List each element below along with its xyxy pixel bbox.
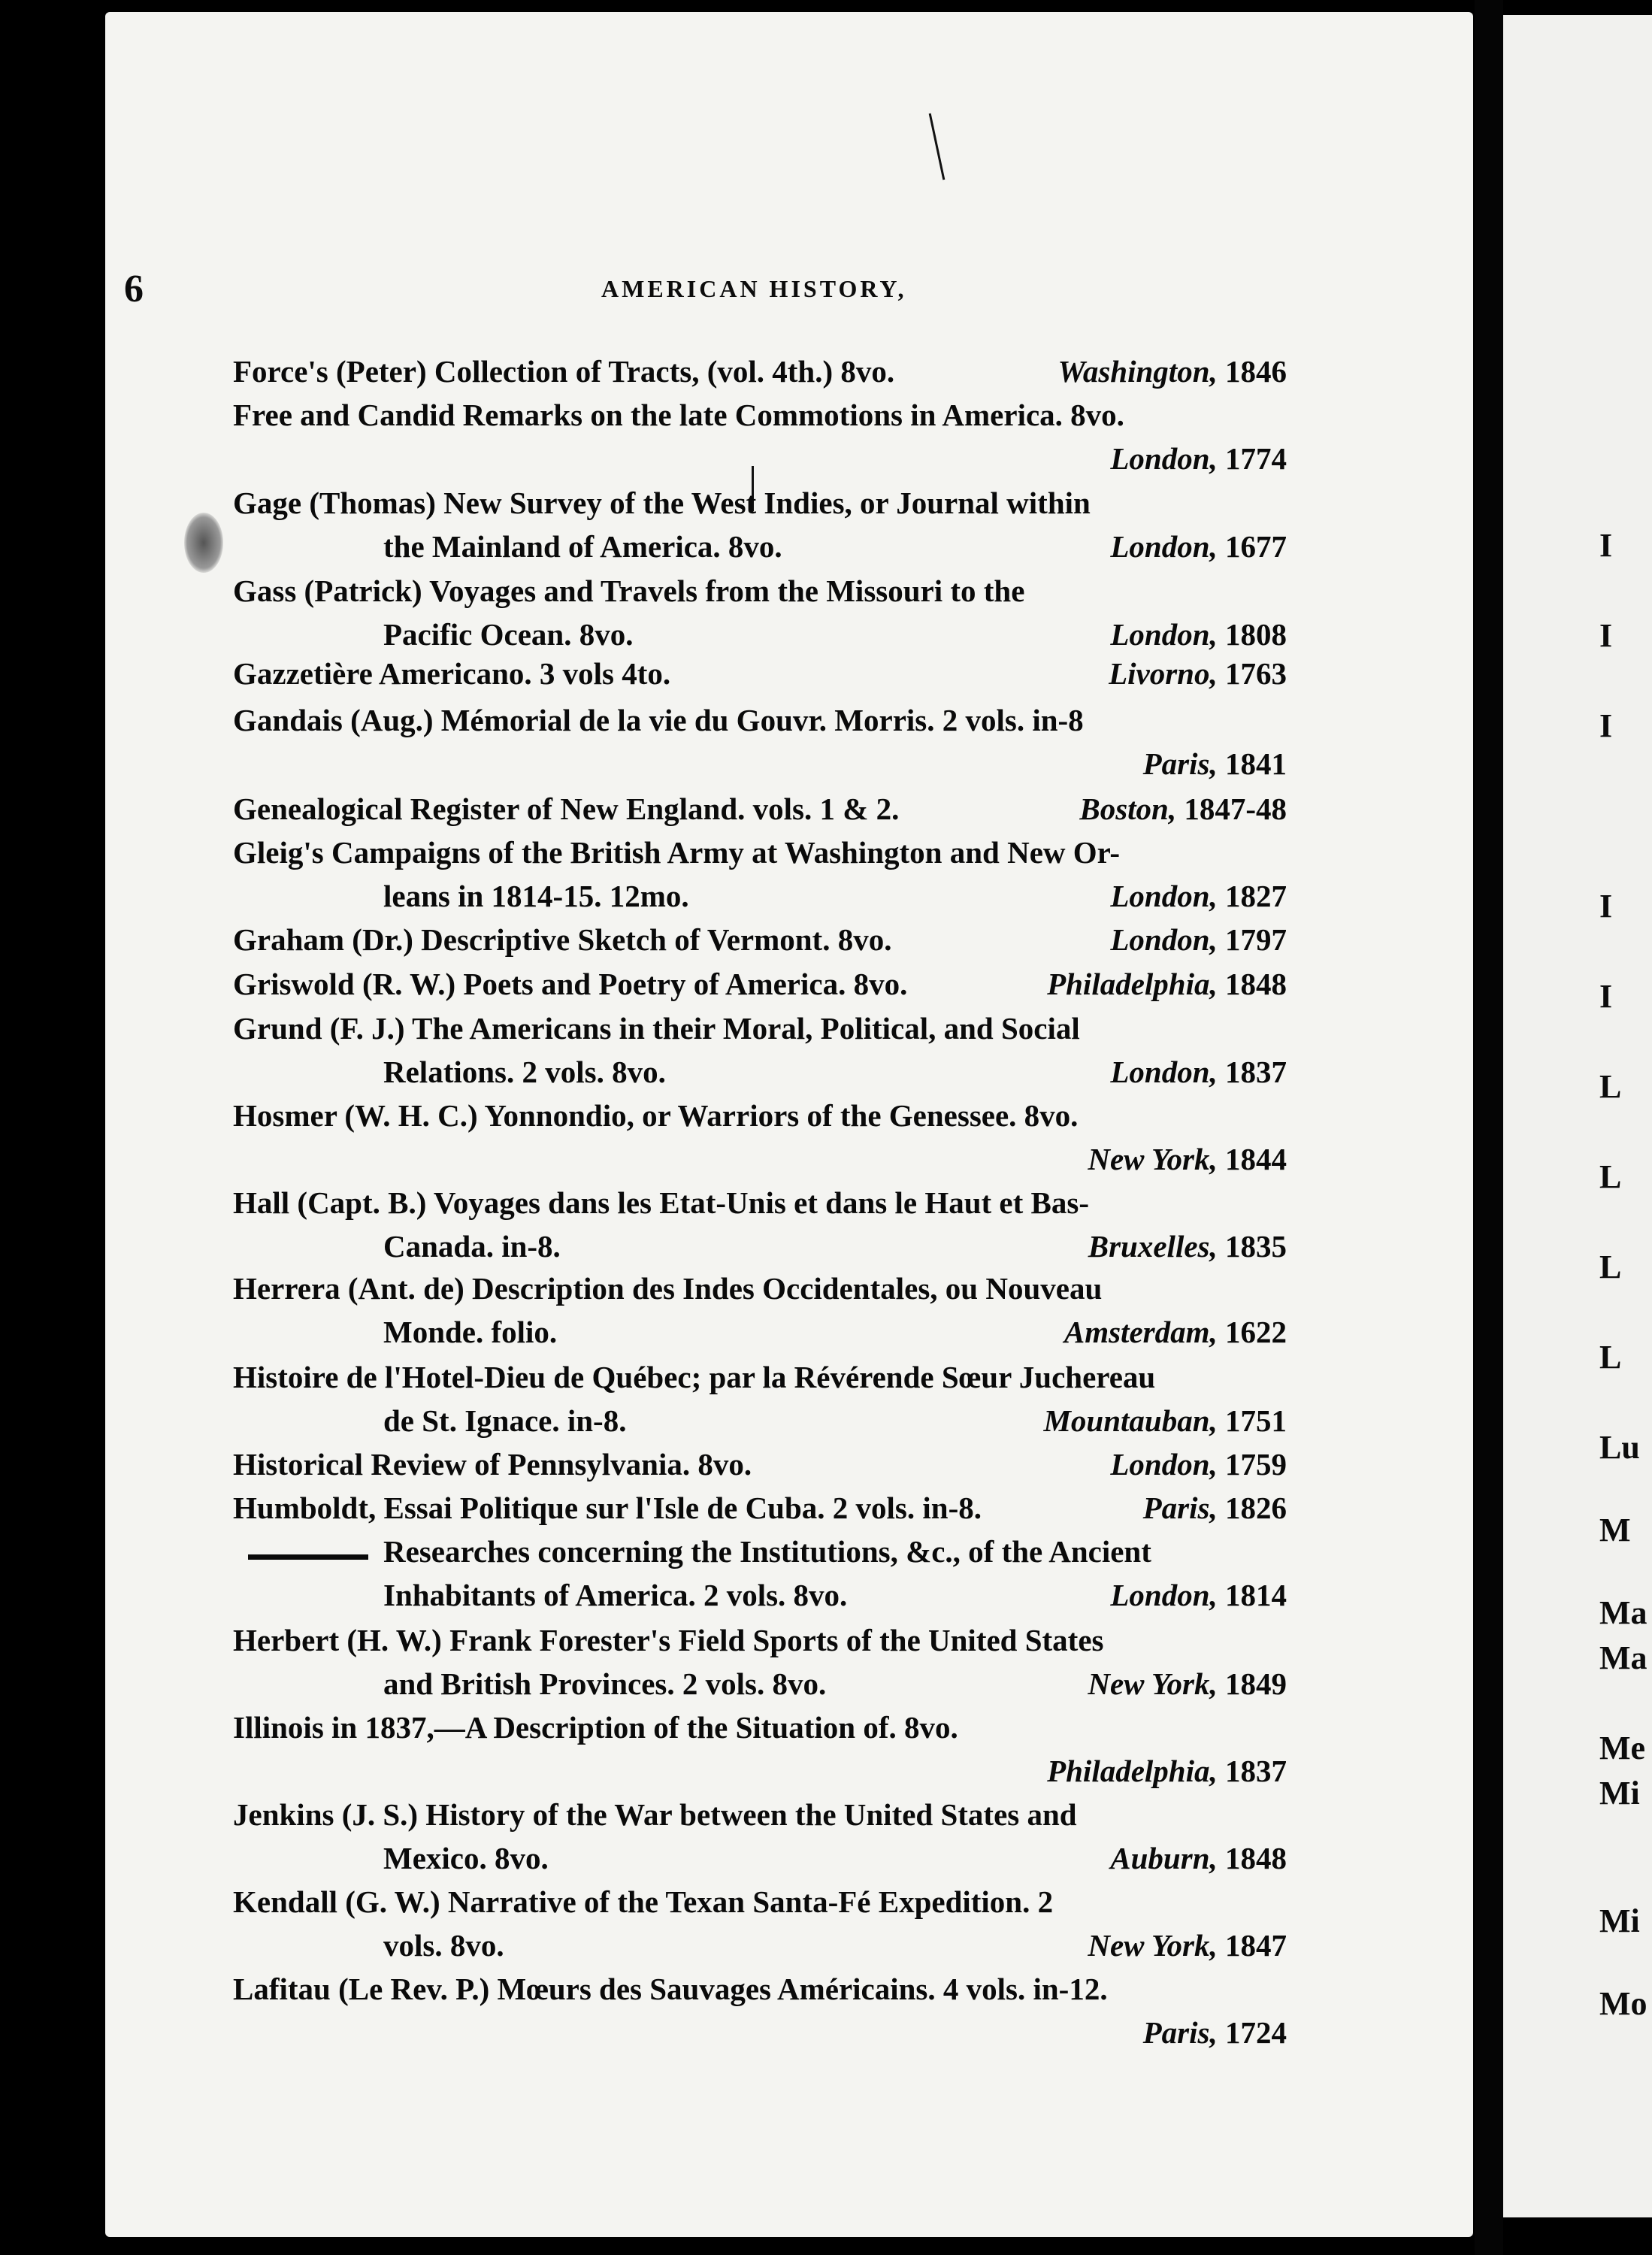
entry-line: Illinois in 1837,—A Description of the Situation of. 8vo. [233, 1710, 958, 1745]
entry-line: Gazzetière Americano. 3 vols 4to. [233, 656, 671, 691]
publication-year: 1826 [1217, 1491, 1287, 1525]
entry-line: Gandais (Aug.) Mémorial de la vie du Gouvr. Morris. 2 vols. in-8 [233, 703, 1084, 737]
entry-line: Canada. in-8. [383, 1229, 561, 1264]
publication-info [1110, 1577, 1287, 1613]
publication-info [1110, 616, 1287, 652]
publication-place: Boston, [1079, 792, 1177, 826]
publication-place: London, [1110, 879, 1218, 913]
facing-page-letter: L [1599, 1068, 1622, 1105]
publication-place: London, [1110, 1578, 1218, 1612]
publication-place: London, [1110, 529, 1218, 564]
publication-info [1079, 791, 1287, 827]
publication-place: Washington, [1057, 354, 1218, 389]
entry-line: Relations. 2 vols. 8vo. [383, 1055, 666, 1089]
entry-line: Hosmer (W. H. C.) Yonnondio, or Warriors of the Genessee. 8vo. [233, 1098, 1079, 1133]
publication-place: New York, [1088, 1666, 1218, 1701]
entry-line: Inhabitants of America. 2 vols. 8vo. [383, 1578, 848, 1612]
entry-line: Herbert (H. W.) Frank Forester's Field Sports of the United States [233, 1623, 1104, 1657]
publication-year: 1847-48 [1176, 792, 1287, 826]
entry-line: Gage (Thomas) New Survey of the West Indies, or Journal within [233, 486, 1091, 520]
facing-page-letter: Ma [1599, 1594, 1647, 1631]
publication-year: 1846 [1217, 354, 1287, 389]
entry-line: Free and Candid Remarks on the late Commotions in America. 8vo. [233, 398, 1124, 432]
facing-page-letter: I [1599, 888, 1613, 925]
entry-line: and British Provinces. 2 vols. 8vo. [383, 1666, 827, 1701]
facing-page-letter: Me [1599, 1730, 1646, 1766]
publication-info [1088, 1228, 1287, 1264]
publication-year: 1837 [1217, 1055, 1287, 1089]
entry-line: Histoire de l'Hotel-Dieu de Québec; par la Révérende Sœur Juchereau [233, 1360, 1156, 1394]
entry-line: Genealogical Register of New England. vols. 1 & 2. [233, 792, 900, 826]
facing-page-letter: L [1599, 1158, 1622, 1195]
publication-info [1047, 1753, 1287, 1789]
running-head: AMERICAN HISTORY, [601, 275, 907, 302]
entry-line: Pacific Ocean. 8vo. [383, 617, 634, 652]
entry-line: Lafitau (Le Rev. P.) Mœurs des Sauvages Américains. 4 vols. in-12. [233, 1972, 1108, 2006]
publication-year: 1844 [1217, 1142, 1287, 1176]
publication-year: 1724 [1217, 2015, 1287, 2050]
publication-year: 1751 [1217, 1403, 1287, 1438]
publication-place: Philadelphia, [1047, 967, 1218, 1001]
entry-line: Hall (Capt. B.) Voyages dans les Etat-Unis et dans le Haut et Bas- [233, 1185, 1089, 1220]
entry-line: Jenkins (J. S.) History of the War between the United States and [233, 1797, 1077, 1832]
facing-page-letter: L [1599, 1339, 1622, 1376]
publication-year: 1763 [1217, 656, 1287, 691]
publication-info [1110, 1840, 1287, 1876]
entry-line: Griswold (R. W.) Poets and Poetry of America. 8vo. [233, 967, 908, 1001]
publication-year: 1847 [1217, 1928, 1287, 1963]
publication-year: 1837 [1217, 1754, 1287, 1788]
publication-year: 1835 [1217, 1229, 1287, 1264]
entry-line: Kendall (G. W.) Narrative of the Texan Santa-Fé Expedition. 2 [233, 1884, 1054, 1919]
entry-line: the Mainland of America. 8vo. [383, 529, 782, 564]
facing-page-letter: M [1599, 1512, 1631, 1548]
entry-line: Herrera (Ant. de) Description des Indes Occidentales, ou Nouveau [233, 1271, 1103, 1306]
facing-page-letter: I [1599, 978, 1613, 1015]
facing-page-letter: Mi [1599, 1775, 1640, 1812]
publication-place: London, [1110, 1447, 1218, 1482]
publication-place: London, [1110, 922, 1218, 957]
publication-year: 1797 [1217, 922, 1287, 957]
publication-info [1088, 1927, 1287, 1963]
entry-line: de St. Ignace. in-8. [383, 1403, 627, 1438]
facing-page-letter: I [1599, 617, 1613, 654]
publication-info [1110, 922, 1287, 958]
publication-year: 1848 [1217, 1841, 1287, 1875]
publication-info [1110, 1054, 1287, 1090]
entry-line: Mexico. 8vo. [383, 1841, 549, 1875]
publication-year: 1677 [1217, 529, 1287, 564]
facing-page-letter: Ma [1599, 1639, 1647, 1676]
facing-page-letter: L [1599, 1249, 1622, 1285]
publication-info [1047, 966, 1287, 1002]
publication-place: Amsterdam, [1064, 1315, 1218, 1349]
publication-year: 1774 [1217, 441, 1287, 476]
publication-place: Philadelphia, [1047, 1754, 1218, 1788]
publication-place: Mountauban, [1043, 1403, 1218, 1438]
page-number: 6 [124, 268, 144, 310]
publication-place: Paris, [1142, 1491, 1218, 1525]
publication-info [1088, 1141, 1287, 1177]
entry-line: Researches concerning the Institutions, &c., of the Ancient [383, 1534, 1151, 1569]
publication-year: 1841 [1217, 746, 1287, 781]
facing-page-letter: Lu [1599, 1429, 1640, 1466]
publication-info [1143, 1490, 1287, 1526]
entry-line: Gleig's Campaigns of the British Army at Washington and New Or- [233, 835, 1120, 870]
publication-place: London, [1110, 1055, 1218, 1089]
facing-page-letter: Mi [1599, 1902, 1640, 1939]
publication-info [1064, 1314, 1287, 1350]
publication-place: Auburn, [1110, 1841, 1218, 1875]
facing-page-letter: I [1599, 527, 1613, 564]
publication-place: Paris, [1142, 746, 1218, 781]
publication-info [1143, 746, 1287, 782]
publication-info [1109, 655, 1287, 692]
publication-place: Paris, [1142, 2015, 1218, 2050]
entry-line: Force's (Peter) Collection of Tracts, (vol. 4th.) 8vo. [233, 354, 895, 389]
publication-year: 1849 [1217, 1666, 1287, 1701]
publication-place: New York, [1088, 1928, 1218, 1963]
entry-line: vols. 8vo. [383, 1928, 504, 1963]
entry-line: Historical Review of Pennsylvania. 8vo. [233, 1447, 752, 1482]
entry-line: Graham (Dr.) Descriptive Sketch of Vermont. 8vo. [233, 922, 892, 957]
publication-info [1110, 1446, 1287, 1482]
entry-line: Grund (F. J.) The Americans in their Moral, Political, and Social [233, 1011, 1080, 1046]
publication-info [1043, 1403, 1287, 1439]
publication-place: London, [1110, 441, 1218, 476]
facing-page-letter: I [1599, 707, 1613, 744]
publication-info [1110, 440, 1287, 477]
publication-year: 1622 [1217, 1315, 1287, 1349]
publication-info [1143, 2014, 1287, 2051]
entry-line: Humboldt, Essai Politique sur l'Isle de Cuba. 2 vols. in-8. [233, 1491, 982, 1525]
ditto-dash [248, 1554, 368, 1560]
publication-year: 1827 [1217, 879, 1287, 913]
publication-info [1110, 528, 1287, 565]
entry-line: Gass (Patrick) Voyages and Travels from the Missouri to the [233, 574, 1025, 608]
publication-year: 1814 [1217, 1578, 1287, 1612]
publication-place: Bruxelles, [1088, 1229, 1218, 1264]
publication-place: New York, [1088, 1142, 1218, 1176]
publication-year: 1848 [1217, 967, 1287, 1001]
entry-line: leans in 1814-15. 12mo. [383, 879, 689, 913]
facing-page-letter: Mo [1599, 1985, 1647, 2022]
publication-info [1088, 1666, 1287, 1702]
entry-line: Monde. folio. [383, 1315, 558, 1349]
publication-info [1110, 878, 1287, 914]
publication-place: Livorno, [1109, 656, 1218, 691]
publication-place: London, [1110, 617, 1218, 652]
publication-year: 1808 [1217, 617, 1287, 652]
publication-year: 1759 [1217, 1447, 1287, 1482]
publication-info [1057, 353, 1287, 389]
